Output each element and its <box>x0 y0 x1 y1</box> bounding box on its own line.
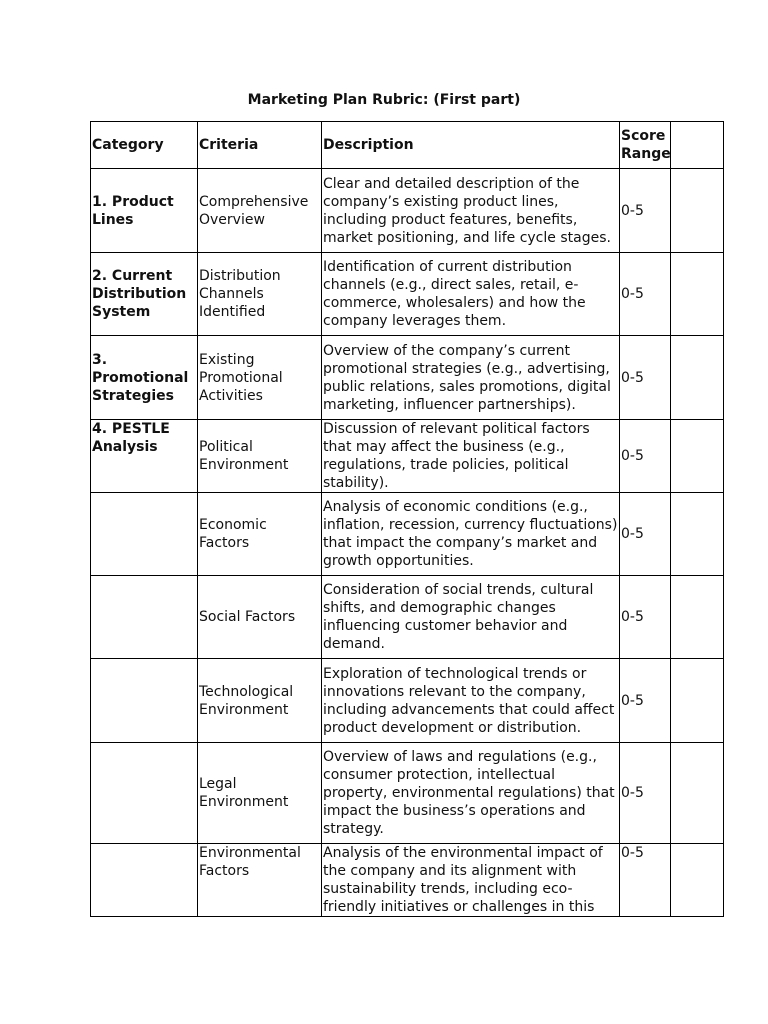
score-range-cell: 0-5 <box>620 743 671 844</box>
criteria-cell: Environmental Factors <box>198 844 322 917</box>
table-row <box>91 493 724 576</box>
table-row <box>91 743 724 844</box>
category-cell <box>91 493 198 576</box>
category-cell <box>91 844 198 917</box>
score-cell[interactable] <box>671 169 724 253</box>
description-cell: Analysis of the environmental impact of the company and its alignment with sustainability trends, including eco-friendly initiatives or challenges in this <box>323 845 603 915</box>
criteria-cell: Political Environment <box>198 420 322 493</box>
description-cell-container <box>322 844 620 917</box>
score-range-cell: 0-5 <box>620 576 671 659</box>
score-cell[interactable] <box>671 659 724 743</box>
criteria-cell: Legal Environment <box>198 743 322 844</box>
score-range-cell: 0-5 <box>620 659 671 743</box>
document-title: Marketing Plan Rubric: (First part) <box>247 92 521 108</box>
description-cell: Overview of laws and regulations (e.g., consumer protection, intellectual property, environmental regulations) that impact the business’s operations and strategy. <box>322 743 620 844</box>
category-cell: 2. Current Distribution System <box>91 253 198 336</box>
description-cell: Overview of the company’s current promotional strategies (e.g., advertising, public relations, sales promotions, digital marketing, influencer partnerships). <box>322 336 620 420</box>
description-cell: Consideration of social trends, cultural shifts, and demographic changes influencing customer behavior and demand. <box>322 576 620 659</box>
description-cell: Identification of current distribution channels (e.g., direct sales, retail, e-commerce, wholesalers) and how the company leverages them. <box>322 253 620 336</box>
table-row <box>91 844 724 917</box>
table-header-row <box>91 122 724 169</box>
score-cell[interactable] <box>671 844 724 917</box>
header-category: Category <box>91 122 198 169</box>
table-row <box>91 659 724 743</box>
score-cell[interactable] <box>671 336 724 420</box>
criteria-cell: Distribution Channels Identified <box>198 253 322 336</box>
description-cell: Discussion of relevant political factors that may affect the business (e.g., regulations, trade policies, political stability). <box>322 420 620 493</box>
category-cell: 1. Product Lines <box>91 169 198 253</box>
table-row <box>91 420 724 493</box>
description-cell: Exploration of technological trends or innovations relevant to the company, including advancements that could affect product development or distribution. <box>322 659 620 743</box>
score-cell[interactable] <box>671 493 724 576</box>
criteria-cell: Economic Factors <box>198 493 322 576</box>
score-cell[interactable] <box>671 576 724 659</box>
category-cell <box>91 576 198 659</box>
score-range-cell: 0-5 <box>620 169 671 253</box>
table-row <box>91 336 724 420</box>
category-cell <box>91 659 198 743</box>
criteria-cell: Social Factors <box>198 576 322 659</box>
description-cell: Clear and detailed description of the company’s existing product lines, including product features, benefits, market positioning, and life cycle stages. <box>322 169 620 253</box>
description-cell: Analysis of economic conditions (e.g., inflation, recession, currency fluctuations) that impact the company’s market and growth opportunities. <box>322 493 620 576</box>
category-cell <box>91 743 198 844</box>
score-range-cell: 0-5 <box>620 336 671 420</box>
score-cell[interactable] <box>671 420 724 493</box>
score-range-cell: 0-5 <box>620 253 671 336</box>
category-cell: 4. PESTLE Analysis <box>91 420 198 493</box>
header-score <box>671 122 724 169</box>
table-row <box>91 576 724 659</box>
criteria-cell: Technological Environment <box>198 659 322 743</box>
category-cell: 3. Promotional Strategies <box>91 336 198 420</box>
score-range-cell: 0-5 <box>620 844 671 917</box>
criteria-cell: Existing Promotional Activities <box>198 336 322 420</box>
table-row <box>91 253 724 336</box>
score-range-cell: 0-5 <box>620 420 671 493</box>
score-cell[interactable] <box>671 743 724 844</box>
rubric-table <box>90 121 724 917</box>
score-range-cell: 0-5 <box>620 493 671 576</box>
table-row <box>91 169 724 253</box>
header-score-range: Score Range <box>620 122 671 169</box>
criteria-cell: Comprehensive Overview <box>198 169 322 253</box>
header-criteria: Criteria <box>198 122 322 169</box>
score-cell[interactable] <box>671 253 724 336</box>
header-description: Description <box>322 122 620 169</box>
